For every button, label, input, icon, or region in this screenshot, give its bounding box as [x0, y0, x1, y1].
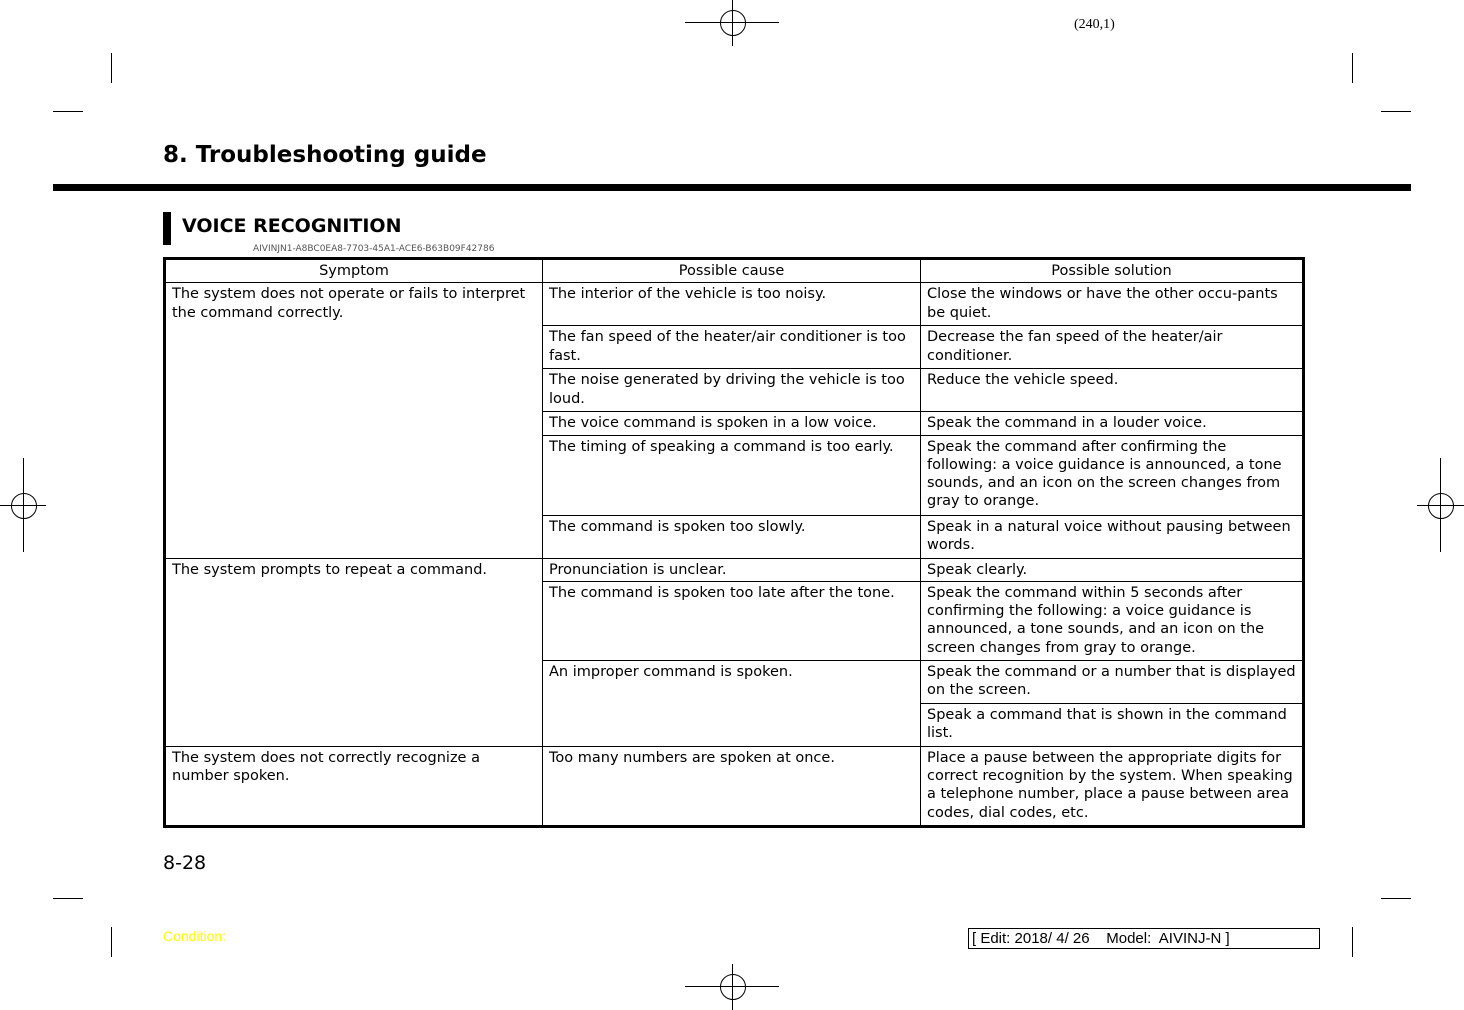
cause-cell: The timing of speaking a command is too early. [543, 435, 921, 515]
condition-label: Condition: [163, 928, 227, 944]
header-solution: Possible solution [921, 259, 1304, 283]
solution-cell: Speak clearly. [921, 558, 1304, 581]
cause-cell: The voice command is spoken in a low voice. [543, 412, 921, 435]
solution-cell: Speak the command in a louder voice. [921, 412, 1304, 435]
section-title: VOICE RECOGNITION [182, 215, 402, 237]
solution-cell: Speak the command or a number that is displayed on the screen. [921, 660, 1304, 703]
symptom-cell: The system prompts to repeat a command. [165, 558, 543, 746]
solution-cell: Speak in a natural voice without pausing between words. [921, 515, 1304, 558]
cause-cell: Too many numbers are spoken at once. [543, 746, 921, 826]
table-row [165, 746, 1304, 826]
cause-cell: The interior of the vehicle is too noisy. [543, 283, 921, 326]
header-symptom: Symptom [165, 259, 543, 283]
solution-cell: Place a pause between the appropriate digits for correct recognition by the system. When speaking a telephone number, place a pause between area codes, dial codes, etc. [921, 746, 1304, 826]
chapter-divider [53, 184, 1411, 191]
solution-cell: Speak the command within 5 seconds after confirming the following: a voice guidance is announced, a tone sounds, and an icon on the screen changes from gray to orange. [921, 581, 1304, 660]
cause-cell: The command is spoken too late after the tone. [543, 581, 921, 660]
solution-cell: Decrease the fan speed of the heater/air conditioner. [921, 326, 1304, 369]
chapter-title: 8. Troubleshooting guide [163, 142, 487, 168]
cause-cell: An improper command is spoken. [543, 660, 921, 746]
troubleshooting-table [163, 257, 1305, 828]
page-number: 8-28 [163, 852, 207, 874]
cause-cell: The command is spoken too slowly. [543, 515, 921, 558]
header-cause: Possible cause [543, 259, 921, 283]
table-header-row [165, 259, 1304, 283]
table-row [165, 283, 1304, 326]
symptom-cell: The system does not correctly recognize a number spoken. [165, 746, 543, 826]
cause-cell: Pronunciation is unclear. [543, 558, 921, 581]
solution-cell: Close the windows or have the other occu-pants be quiet. [921, 283, 1304, 326]
section-id: AIVINJN1-A8BC0EA8-7703-45A1-ACE6-B63B09F42786 [253, 244, 495, 254]
solution-cell: Speak the command after confirming the following: a voice guidance is announced, a tone sounds, and an icon on the screen changes from gray to orange. [921, 435, 1304, 515]
symptom-cell: The system does not operate or fails to interpret the command correctly. [165, 283, 543, 558]
section-marker [163, 212, 171, 245]
cause-cell: The noise generated by driving the vehicle is too loud. [543, 369, 921, 412]
page-code: (240,1) [1074, 17, 1115, 32]
edit-info-box: [ Edit: 2018/ 4/ 26 Model: AIVINJ-N ] [968, 928, 1320, 949]
solution-cell: Speak a command that is shown in the command list. [921, 703, 1304, 746]
table-row [165, 558, 1304, 581]
cause-cell: The fan speed of the heater/air conditioner is too fast. [543, 326, 921, 369]
solution-cell: Reduce the vehicle speed. [921, 369, 1304, 412]
